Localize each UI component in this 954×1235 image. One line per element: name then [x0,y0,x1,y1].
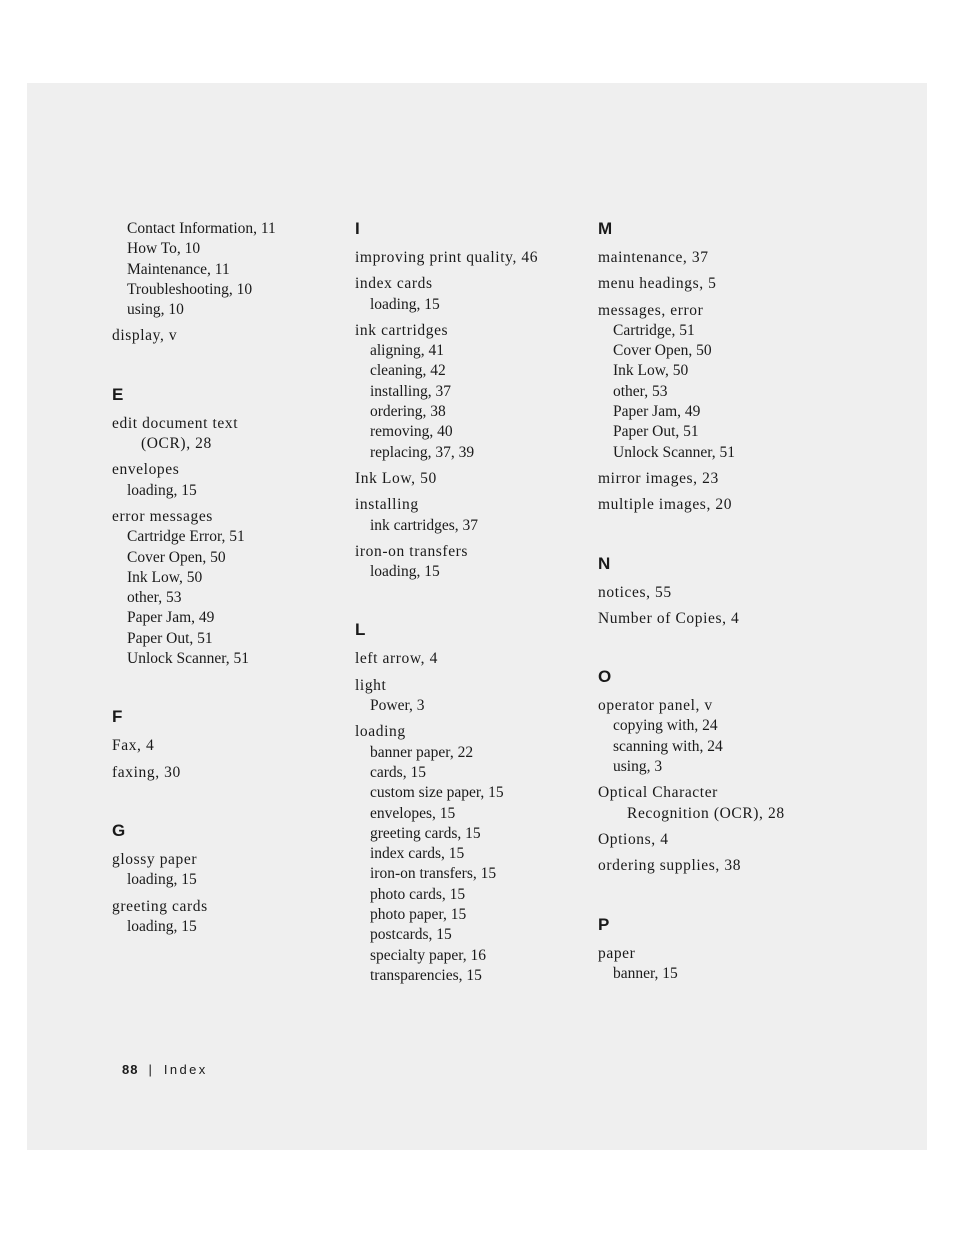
index-entry [598,274,785,294]
sub-entry: Paper Jam, 49 [613,403,701,421]
sub-entry: copying with, 24 [613,717,718,735]
index-entry [112,736,276,756]
sub-entry: custom size paper, 15 [370,784,504,802]
sub-entry: using, 3 [613,758,663,776]
footer-separator: | [148,1062,152,1077]
index-entry [598,944,785,985]
sub-entry: banner, 15 [613,964,678,982]
index-section [598,915,785,985]
section-letter: O [598,667,612,687]
entry-term: loading [355,723,406,741]
sub-entry: banner paper, 22 [370,743,474,761]
entry-term: display, v [112,327,178,345]
sub-entry: Cartridge, 51 [613,321,695,339]
entry-term: Optical Character [598,784,718,802]
sub-entry: greeting cards, 15 [370,824,481,842]
section-spacer [598,522,785,554]
section-letter: L [355,620,366,640]
index-entry [112,763,276,783]
sub-entry: Ink Low, 50 [127,568,203,586]
sub-entry: Ink Low, 50 [613,362,689,380]
sub-entry: ink cartridges, 37 [370,516,479,534]
entry-term: Ink Low, 50 [355,469,437,487]
sub-entry: installing, 37 [370,382,451,400]
page-number: 88 [122,1062,139,1077]
index-column-3 [598,219,785,990]
sub-entry: Paper Out, 51 [127,629,213,647]
entry-term: greeting cards [112,897,208,915]
index-entry [598,856,785,876]
index-entry [355,676,538,717]
entry-term-continuation: (OCR), 28 [141,435,212,453]
entry-term: operator panel, v [598,697,713,715]
index-section [112,707,276,783]
index-entry [355,321,538,463]
sub-entry: replacing, 37, 39 [370,443,475,461]
entry-term: ordering supplies, 38 [598,857,742,875]
index-entry [355,274,538,315]
entry-term: left arrow, 4 [355,650,438,668]
index-entry [112,414,276,455]
section-spacer [112,675,276,707]
section-letter: N [598,553,611,573]
entry-term: glossy paper [112,850,198,868]
entry-term: error messages [112,507,213,525]
section-spacer [355,588,538,620]
index-section [598,219,785,516]
index-column-1 [112,219,276,943]
sub-entry: iron-on transfers, 15 [370,865,497,883]
section-letter: G [112,820,126,840]
entry-term: Options, 4 [598,830,669,848]
index-section [112,219,276,347]
index-section [598,667,785,876]
entry-term: mirror images, 23 [598,469,719,487]
sub-entry: Paper Out, 51 [613,423,699,441]
sub-entry: loading, 15 [370,295,440,313]
index-entry [112,460,276,501]
sub-entry: removing, 40 [370,423,453,441]
index-entry [112,326,276,346]
index-entry [355,495,538,536]
sub-entry: ordering, 38 [370,403,446,421]
sub-entry: index cards, 15 [370,845,465,863]
entry-term: faxing, 30 [112,763,181,781]
index-section [112,385,276,670]
section-spacer [598,883,785,915]
section-letter: E [112,384,124,404]
index-entry [112,219,276,320]
sub-entry: Cover Open, 50 [613,342,712,360]
index-entry [598,248,785,268]
index-entry [355,722,538,986]
entry-term: improving print quality, 46 [355,249,539,266]
entry-term: iron-on transfers [355,542,469,560]
entry-term-continuation: Recognition (OCR), 28 [627,804,785,822]
sub-entry: other, 53 [127,589,182,607]
footer-section-label: Index [163,1062,208,1077]
index-column-2 [355,219,538,992]
section-letter: I [355,219,360,238]
index-section [598,554,785,630]
section-spacer [112,353,276,385]
entry-term: Number of Copies, 4 [598,609,740,627]
section-letter: F [112,707,123,727]
entry-term: Fax, 4 [112,737,155,755]
section-letter: M [598,219,613,238]
sub-entry: envelopes, 15 [370,804,456,822]
entry-term: installing [355,496,419,514]
index-entry [112,850,276,891]
sub-entry: transparencies, 15 [370,966,482,984]
entry-term: maintenance, 37 [598,249,709,266]
index-entry [112,897,276,938]
index-entry [355,649,538,669]
index-entry [598,783,785,824]
sub-entry: photo cards, 15 [370,885,466,903]
entry-term: menu headings, 5 [598,275,717,293]
index-entry [355,542,538,583]
index-entry [598,696,785,777]
sub-entry: Unlock Scanner, 51 [613,443,736,461]
index-section [355,219,538,582]
index-entry [598,495,785,515]
entry-term: edit document text [112,414,239,432]
entry-term: ink cartridges [355,321,449,339]
sub-entry: photo paper, 15 [370,906,467,924]
sub-entry: How To, 10 [127,240,201,258]
index-entry [598,830,785,850]
sub-entry: Contact Information, 11 [127,220,276,237]
entry-term: paper [598,944,636,962]
index-entry [355,248,538,268]
sub-entry: Maintenance, 11 [127,260,230,278]
sub-entry: Troubleshooting, 10 [127,280,253,298]
sub-entry: scanning with, 24 [613,737,723,755]
sub-entry: aligning, 41 [370,342,445,360]
index-section [355,620,538,986]
index-entry [112,507,276,669]
entry-term: index cards [355,275,433,293]
sub-entry: loading, 15 [370,563,440,581]
section-spacer [598,635,785,667]
sub-entry: loading, 15 [127,481,197,499]
index-section [112,821,276,937]
sub-entry: loading, 15 [127,871,197,889]
sub-entry: using, 10 [127,301,184,319]
index-entry [598,583,785,603]
sub-entry: Cartridge Error, 51 [127,528,245,546]
sub-entry: cleaning, 42 [370,362,446,380]
sub-entry: other, 53 [613,382,668,400]
entry-term: multiple images, 20 [598,496,733,514]
entry-term: light [355,676,387,694]
sub-entry: Paper Jam, 49 [127,609,215,627]
index-entry [598,609,785,629]
sub-entry: Power, 3 [370,697,425,715]
sub-entry: specialty paper, 16 [370,946,487,964]
page-footer [122,1062,208,1077]
entry-term: envelopes [112,461,180,479]
sub-entry: Cover Open, 50 [127,548,226,566]
entry-term: notices, 55 [598,583,672,601]
index-entry [598,301,785,463]
section-letter: P [598,914,610,934]
sub-entry: postcards, 15 [370,926,452,944]
sub-entry: Unlock Scanner, 51 [127,650,250,668]
index-entry [355,469,538,489]
entry-term: messages, error [598,301,704,319]
sub-entry: cards, 15 [370,763,426,781]
section-spacer [112,789,276,821]
sub-entry: loading, 15 [127,917,197,935]
index-entry [598,469,785,489]
